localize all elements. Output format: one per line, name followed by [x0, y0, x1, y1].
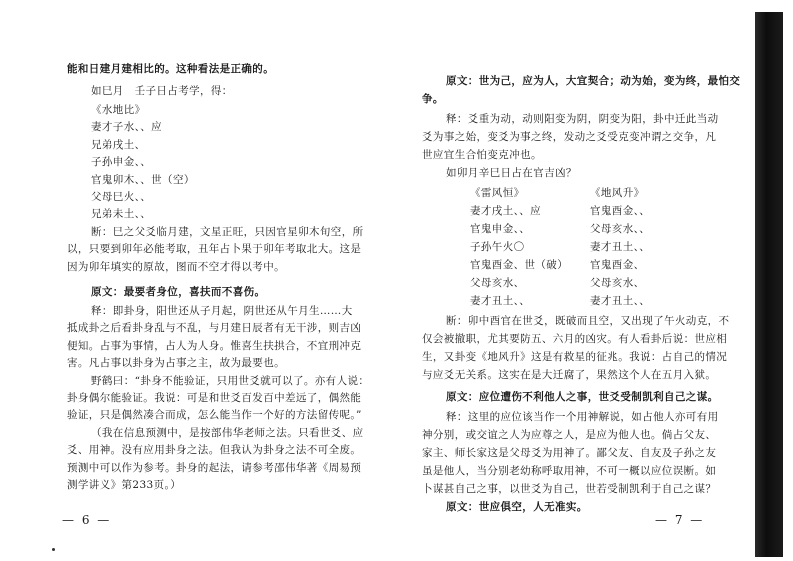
text-line: 如卯月辛巳日占在官吉凶？	[446, 167, 577, 180]
source-text-heading: 原文：世应俱空，人无准实。	[446, 501, 588, 513]
text-line: （我在信息预测中，是按部伟华老师之法。只看世爻、应	[91, 426, 364, 439]
text-line: 预测中可以作为参考。卦身的起法，请参考邵伟华著《周易预	[67, 461, 362, 474]
text-line: 生，又卦变《地风升》这是有救星的征兆。我说：占自己的情况	[422, 351, 728, 364]
text-line: 野鹤曰：“卦身不能验证，只用世爻就可以了。亦有人说：	[91, 374, 370, 387]
text-line: 以，只要到卯年必能考取，丑年占卜果于卯年考取北大。这是	[67, 243, 362, 256]
left-page	[0, 0, 396, 561]
hexagram-line: 官鬼申金、、	[470, 223, 531, 235]
hexagram-line: 妻才丑土、、	[590, 241, 651, 254]
hexagram-line: 父母亥水、、	[590, 223, 651, 235]
text-line: 断：卯中酉官在世爻，既破而且空，又出现了午火动克，不	[446, 315, 730, 328]
hexagram-line: 妻才丑土、、	[470, 295, 531, 308]
hexagram-line: 父母巳火、、	[91, 190, 152, 203]
hexagram-line: 子孙申金、、	[91, 156, 152, 169]
text-line: 爻、用神。没有应用卦身之法。但我认为卦身之法不可全废。	[67, 444, 362, 457]
hexagram-line: 官鬼酉金、、	[590, 205, 651, 217]
source-text-heading: 原文：应位遭伤不利他人之事，世爻受制凯利自己之谋。	[446, 390, 719, 403]
text-line: 害。凡占事以卦身为占事之主，故为最要也。	[67, 357, 285, 370]
source-text-heading: 原文：最要者身位，喜扶而不喜伤。	[91, 285, 266, 298]
page-number-left: — 6 —	[62, 513, 112, 527]
text-line: 释：即卦身，阳世还从子月起，阴世还从午月生……大	[91, 304, 353, 317]
text-line: 能和日建月建相比的。这种看法是正确的。	[67, 63, 275, 75]
page-number-right: — 7 —	[655, 513, 705, 527]
hexagram-line: 子孙午火〇	[470, 241, 525, 254]
hexagram-title: 《水地比》	[91, 103, 146, 116]
text-line: 抵成卦之后看卦身乱与不乱，与月建日辰者有无干涉，则吉凶	[67, 322, 362, 335]
text-line: 与应爻无关系。这实在是大迁腐了，果然这个人在五月入狱。	[422, 369, 717, 382]
text-line: 释：爻重为动，动则阳变为阴，阴变为阳，卦中迁此当动	[446, 112, 719, 125]
right-page	[400, 0, 755, 561]
text-line: 卦身偶尔能验证。我说：可是和世爻百发百中差远了，偶然能	[67, 392, 362, 404]
text-line: 验证，只是偶然凑合而成，怎么能当作一个好的方法留传呢。”	[67, 409, 362, 422]
text-line: 便知。占事为事情，占人为人身。惟喜生扶拱合，不宜刑冲克	[67, 339, 362, 352]
text-line: 家主、师长家这是父母爻为用神了。鄙父友、自友及子孙之友	[422, 446, 717, 459]
hexagram-line: 妻才丑土、、	[590, 295, 651, 308]
hexagram-line: 官鬼酉金、	[590, 259, 645, 272]
hexagram-title: 《雷风恒》	[470, 186, 525, 199]
text-line: 爻为事之始，变爻为事之终，发动之爻受克变冲谓之交争，凡	[422, 131, 717, 143]
text-line: 测学讲义》第233页。）	[67, 479, 182, 491]
text-line: 如巳月 壬子日占考学，得：	[91, 84, 233, 97]
text-line: 争。	[422, 93, 444, 106]
text-line: 卜谋甚自己之事，以世爻为自己，世若受制凯利于自己之谋？	[422, 482, 717, 495]
text-line: 断：巳之父爻临月建，文星正旺，只因官星卯木旬空，所	[91, 225, 364, 238]
hexagram-line: 官鬼卯木、、世（空）	[91, 173, 195, 186]
hexagram-line: 父母亥水、	[470, 277, 525, 290]
hexagram-line: 官鬼酉金、世（破）	[470, 259, 569, 272]
text-line: 释：这里的应位该当作一个用神解说，如占他人亦可有用	[446, 410, 719, 423]
text-line: 因为卯年填实的原故，图而不空才得以考中。	[67, 260, 285, 273]
hexagram-line: 兄弟未土、、	[91, 208, 152, 221]
text-line: 世应宜生合怕变克冲也。	[422, 149, 542, 161]
scan-speck	[52, 548, 55, 551]
hexagram-title: 《地风升》	[590, 186, 645, 199]
book-spine-shadow	[755, 12, 783, 557]
hexagram-line: 兄弟戌土、	[91, 138, 146, 151]
hexagram-line: 妻才子水、、应	[91, 121, 163, 134]
source-text-heading: 原文：世为己，应为人，大宜契合；动为始，变为终，最怕交	[446, 75, 741, 87]
hexagram-line: 父母亥水、	[590, 277, 645, 290]
text-line: 仅会被撤职，尤其要防五、六月的凶灾。有人看卦后说：世应相	[422, 333, 728, 346]
text-line: 虽是他人，当分别老幼称呼取用神，不可一概以应位误断。如	[422, 464, 717, 477]
text-line: 神分别，或交谊之人为应尊之人，是应为他人也。倘占父友、	[422, 428, 717, 441]
hexagram-line: 妻才戌土、、应	[470, 205, 542, 217]
